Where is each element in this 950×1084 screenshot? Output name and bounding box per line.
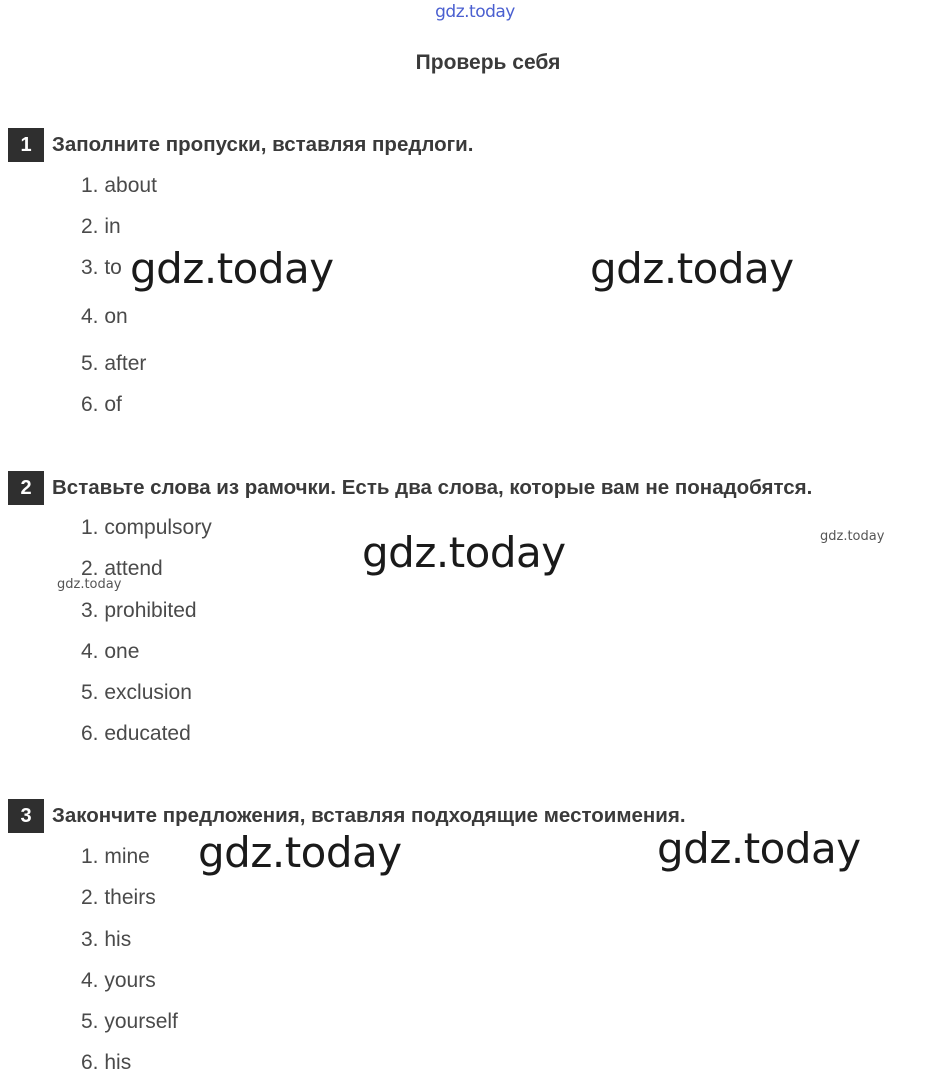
- watermark-text: gdz.today: [590, 244, 794, 293]
- answer-item: 3. prohibited: [81, 599, 197, 622]
- task-2-header: [8, 471, 812, 505]
- answer-item: 6. educated: [81, 722, 191, 745]
- answer-item: 2. in: [81, 215, 121, 238]
- watermark-text: gdz.today: [362, 528, 566, 577]
- task-instruction: Вставьте слова из рамочки. Есть два слова, которые вам не понадобятся.: [52, 476, 813, 499]
- answer-item: 1. compulsory: [81, 516, 212, 539]
- watermark-text: gdz.today: [657, 824, 861, 873]
- answer-item: 6. of: [81, 393, 122, 416]
- watermark-text: gdz.today: [57, 577, 122, 592]
- answer-item: 6. his: [81, 1051, 132, 1074]
- answer-item: 2. attend: [81, 557, 163, 580]
- header-watermark: gdz.today: [435, 2, 515, 22]
- watermark-text: gdz.today: [820, 529, 885, 544]
- answer-item: 3. to: [81, 256, 122, 279]
- answer-item: 5. exclusion: [81, 681, 192, 704]
- answer-item: 1. about: [81, 174, 157, 197]
- answer-item: 2. theirs: [81, 886, 156, 909]
- answer-item: 5. yourself: [81, 1010, 178, 1033]
- task-instruction: Закончите предложения, вставляя подходящие местоимения.: [52, 804, 686, 827]
- answer-item: 4. on: [81, 305, 128, 328]
- task-number-badge: 3: [8, 799, 44, 833]
- task-number-badge: 1: [8, 128, 44, 162]
- answer-item: 1. mine: [81, 845, 150, 868]
- task-1-header: [8, 128, 473, 162]
- watermark-text: gdz.today: [198, 828, 402, 877]
- answer-item: 5. after: [81, 352, 147, 375]
- answer-item: 4. one: [81, 640, 140, 663]
- answer-item: 3. his: [81, 928, 132, 951]
- answer-item: 4. yours: [81, 969, 156, 992]
- watermark-text: gdz.today: [130, 244, 334, 293]
- task-instruction: Заполните пропуски, вставляя предлоги.: [52, 133, 474, 156]
- task-number-badge: 2: [8, 471, 44, 505]
- page-title: Проверь себя: [415, 51, 561, 74]
